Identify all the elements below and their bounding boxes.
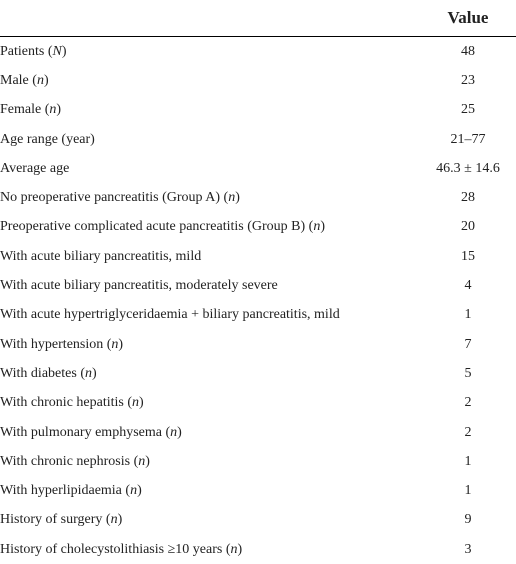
row-label: [0, 301, 420, 330]
table-row: [0, 183, 516, 212]
row-variable-symbol: n: [228, 190, 236, 206]
row-variable-symbol: N: [52, 43, 62, 59]
table-row: [0, 66, 516, 95]
row-label: Female (n): [0, 102, 62, 118]
table-row: [0, 476, 516, 505]
row-variable-symbol: n: [313, 219, 321, 235]
row-value: 15: [461, 248, 475, 264]
row-value: 46.3 ± 14.6: [436, 160, 500, 176]
row-value: 1: [464, 483, 472, 499]
table-row: [0, 96, 516, 125]
row-label: History of surgery (n): [0, 512, 123, 528]
table-row: [0, 301, 516, 330]
row-label: [0, 242, 420, 271]
row-variable-symbol: n: [110, 512, 118, 528]
row-value: 25: [461, 102, 475, 118]
row-label: With chronic hepatitis (n): [0, 395, 144, 411]
row-label: With diabetes (n): [0, 365, 97, 381]
row-value: 3: [464, 541, 472, 557]
row-label: With pulmonary emphysema (n): [0, 424, 182, 440]
row-variable-symbol: n: [84, 365, 92, 381]
row-label-text: Male: [0, 72, 29, 88]
row-label: With chronic nephrosis (n): [0, 453, 150, 469]
row-label-text: History of cholecystolithiasis ≥10 years: [0, 541, 223, 557]
table-row: [0, 271, 516, 300]
row-value: 21–77: [450, 131, 486, 147]
table-row: [0, 506, 516, 535]
table-row: [0, 213, 516, 242]
row-label-text: No preoperative pancreatitis (Group A): [0, 190, 221, 206]
table-row: [0, 359, 516, 388]
row-value: 5: [464, 365, 472, 381]
row-label-text: With chronic nephrosis: [0, 453, 131, 469]
row-value: 20: [461, 219, 475, 235]
row-variable-symbol: n: [130, 483, 138, 499]
row-label: Patients (N): [0, 43, 67, 59]
row-label: With hypertension (n): [0, 336, 124, 352]
row-value: 4: [464, 278, 472, 294]
row-label-text: With hyperlipidaemia: [0, 483, 122, 499]
label-column-header: [0, 0, 420, 37]
row-label-text: With acute biliary pancreatitis, mild: [0, 248, 202, 264]
table-row: [0, 447, 516, 476]
table-row: [0, 125, 516, 154]
row-label-text: With pulmonary emphysema: [0, 424, 162, 440]
row-variable-symbol: n: [138, 453, 146, 469]
table-body: [0, 37, 516, 564]
row-label-text: With acute hypertriglyceridaemia + biliary pancreatitis, mild: [0, 307, 340, 323]
row-label-text: Female: [0, 102, 42, 118]
table-row: [0, 389, 516, 418]
table-row: [0, 154, 516, 183]
row-value: 2: [464, 395, 472, 411]
row-variable-symbol: n: [36, 72, 44, 88]
row-label-text: Age range (year): [0, 131, 95, 147]
row-label-text: History of surgery: [0, 512, 103, 528]
row-value: 9: [464, 512, 472, 528]
row-label: Preoperative complicated acute pancreatitis (Group B) (n): [0, 219, 325, 235]
row-value: 1: [464, 453, 472, 469]
table-row: [0, 535, 516, 564]
table-header-row: [0, 0, 516, 37]
row-label-text: With hypertension: [0, 336, 104, 352]
row-value: 28: [461, 190, 475, 206]
row-label: History of cholecystolithiasis ≥10 years (n): [0, 541, 243, 557]
row-variable-symbol: n: [230, 541, 238, 557]
value-column-header: Value: [447, 8, 489, 27]
row-value: 23: [461, 72, 475, 88]
row-label: [0, 125, 420, 154]
row-value: 7: [464, 336, 472, 352]
row-label: Male (n): [0, 72, 49, 88]
row-variable-symbol: n: [170, 424, 178, 440]
row-variable-symbol: n: [49, 102, 57, 118]
table-row: [0, 330, 516, 359]
row-label-text: With chronic hepatitis: [0, 395, 124, 411]
row-value: 2: [464, 424, 472, 440]
row-variable-symbol: n: [111, 336, 119, 352]
row-label: [0, 271, 420, 300]
row-label-text: Preoperative complicated acute pancreatitis (Group B): [0, 219, 306, 235]
table-row: [0, 418, 516, 447]
row-value: 1: [464, 307, 472, 323]
row-label: [0, 154, 420, 183]
row-value: 48: [461, 43, 475, 59]
row-label-text: With diabetes: [0, 365, 77, 381]
row-label-text: Patients: [0, 43, 45, 59]
row-label-text: With acute biliary pancreatitis, moderately severe: [0, 278, 278, 294]
table-row: [0, 242, 516, 271]
row-variable-symbol: n: [132, 395, 140, 411]
row-label: No preoperative pancreatitis (Group A) (n): [0, 190, 240, 206]
table-row: [0, 37, 516, 66]
row-label: With hyperlipidaemia (n): [0, 483, 142, 499]
row-label-text: Average age: [0, 160, 70, 176]
